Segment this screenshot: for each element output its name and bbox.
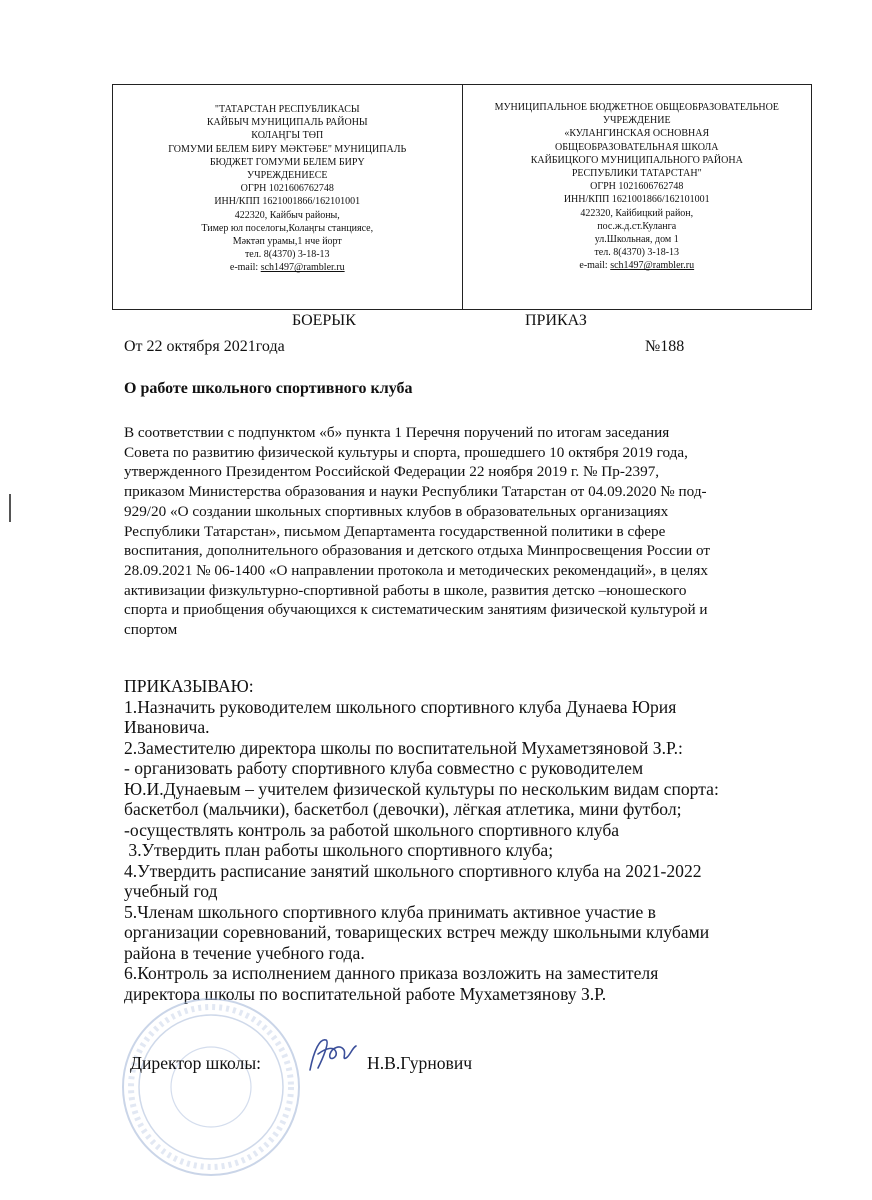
order-items: [124, 676, 804, 1004]
letterhead-line: БЮДЖЕТ ГОМУМИ БЕЛЕМ БИРҮ: [209, 156, 365, 168]
letterhead-russian: [463, 85, 812, 309]
school-stamp: [116, 992, 306, 1182]
letterhead-line: МУНИЦИПАЛЬНОЕ БЮДЖЕТНОЕ ОБЩЕОБРАЗОВАТЕЛЬНОЕ: [494, 102, 779, 113]
letterhead-line: КОЛАҢГЫ ТӨП: [251, 130, 324, 142]
order-line: -осуществлять контроль за работой школьного спортивного клуба: [124, 819, 620, 840]
order-date: От 22 октября 2021года: [124, 338, 285, 355]
letterhead-box: [112, 84, 812, 310]
order-line: 4.Утвердить расписание занятий школьного спортивного клуба на 2021-2022: [124, 860, 702, 881]
preamble-line: Совета по развитию физической культуры и спорта, прошедшего 10 октября 2019 года,: [124, 443, 688, 461]
preamble-line: спортом: [124, 621, 178, 639]
preamble-line: активизации физкультурно-спортивной работы в школе, развития детско –юношеского: [124, 581, 687, 599]
signatory-name: Н.В.Гурнович: [367, 1053, 473, 1073]
letterhead-line: УЧРЕЖДЕНИЕ: [602, 115, 671, 127]
preamble-line: Республики Татарстан», письмом Департамента государственной политики в сфере: [124, 522, 666, 540]
letterhead-line: ОГРН 1021606762748: [240, 183, 334, 195]
signatory-title: Директор школы:: [130, 1053, 262, 1073]
title-russian: ПРИКАЗ: [525, 312, 587, 329]
letterhead-line: РЕСПУБЛИКИ ТАТАРСТАН": [571, 168, 702, 180]
letterhead-line: Мәктәп урамы,1 нче йорт: [232, 236, 342, 248]
letterhead-line: ИНН/КПП 1621001866/162101001: [563, 194, 710, 206]
letterhead-line: пос.ж.д.ст.Куланга: [597, 220, 677, 232]
preamble-line: воспитания, дополнительного образования и детского отдыха Минпросвещения России от: [124, 542, 711, 560]
letterhead-line: ул.Школьная, дом 1: [594, 234, 679, 246]
letterhead-line: УЧРЕЖДЕНИЕСЕ: [247, 170, 328, 182]
order-line: учебный год: [124, 881, 218, 901]
handwritten-signature: [300, 1030, 364, 1080]
preamble-paragraph: [124, 423, 784, 640]
email-link[interactable]: sch1497@rambler.ru: [260, 262, 345, 274]
letterhead-email-row: [119, 261, 456, 274]
email-link[interactable]: sch1497@rambler.ru: [610, 260, 695, 272]
title-tatar: БОЕРЫК: [292, 312, 356, 329]
order-line: Ю.И.Дунаевым – учителем физической культуры по нескольким видам спорта:: [124, 778, 719, 799]
letterhead-line: ИНН/КПП 1621001866/162101001: [214, 196, 361, 208]
order-line: 5.Членам школьного спортивного клуба принимать активное участие в: [124, 901, 656, 922]
preamble-line: утвержденного Президентом Российской Федерации 22 ноября 2019 г. № Пр-2397,: [124, 463, 660, 481]
preamble-line: 28.09.2021 № 06-1400 «О направлении протокола и методических рекомендаций», в целях: [124, 561, 708, 579]
margin-mark: [9, 494, 11, 522]
letterhead-line: тел. 8(4370) 3-18-13: [244, 249, 330, 261]
letterhead-line: ОБЩЕОБРАЗОВАТЕЛЬНАЯ ШКОЛА: [555, 141, 719, 153]
letterhead-line: ГОМУМИ БЕЛЕМ БИРҮ МӘКТӘБЕ" МУНИЦИПАЛЬ: [168, 143, 407, 155]
order-line: баскетбол (мальчики), баскетбол (девочки), лёгкая атлетика, мини футбол;: [124, 799, 682, 819]
letterhead-line: 422320, Кайбицкий район,: [580, 207, 694, 219]
letterhead-line: «КУЛАНГИНСКАЯ ОСНОВНАЯ: [564, 128, 710, 140]
letterhead-line: Тимер юл поселогы,Колаңгы станциясе,: [201, 222, 374, 234]
order-subject: О работе школьного спортивного клуба: [124, 380, 413, 397]
letterhead-line: КАЙБИЦКОГО МУНИЦИПАЛЬНОГО РАЙОНА: [530, 154, 743, 166]
preamble-line: В соответствии с подпунктом «б» пункта 1 Перечня поручений по итогам заседания: [124, 424, 670, 441]
email-label: e-mail:: [229, 262, 259, 274]
letterhead-line: КАЙБЫЧ МУНИЦИПАЛЬ РАЙОНЫ: [206, 117, 368, 129]
letterhead-line: тел. 8(4370) 3-18-13: [594, 247, 680, 259]
preamble-line: спорта и приобщения обучающихся к систематическим занятиям физической культурой и: [124, 601, 708, 619]
order-line: 6.Контроль за исполнением данного приказа возложить на заместителя: [124, 963, 659, 983]
order-heading: ПРИКАЗЫВАЮ:: [124, 676, 254, 696]
letterhead-line: "ТАТАРСТАН РЕСПУБЛИКАСЫ: [214, 104, 360, 115]
order-line: 3.Утвердить план работы школьного спортивного клуба;: [124, 840, 554, 860]
order-line: организации соревнований, товарищеских встреч между школьными клубами: [124, 922, 710, 942]
letterhead-tatar: [113, 85, 463, 309]
order-line: района в течение учебного года.: [124, 942, 365, 963]
letterhead-line: 422320, Кайбыч районы,: [234, 209, 340, 221]
order-line: директора школы по воспитательной работе Мухаметзянову З.Р.: [124, 983, 607, 1004]
letterhead-email-row: [469, 259, 806, 272]
letterhead-line: ОГРН 1021606762748: [590, 181, 684, 193]
order-line: Ивановича.: [124, 717, 210, 737]
order-line: 2.Заместителю директора школы по воспитательной Мухаметзяновой З.Р.:: [124, 737, 683, 758]
preamble-line: 929/20 «О создании школьных спортивных клубов в образовательных организациях: [124, 502, 669, 520]
preamble-line: приказом Министерства образования и науки Республики Татарстан от 04.09.2020 № под-: [124, 483, 707, 501]
order-line: - организовать работу спортивного клуба совместно с руководителем: [124, 758, 644, 778]
order-line: 1.Назначить руководителем школьного спортивного клуба Дунаева Юрия: [124, 696, 677, 717]
order-number: №188: [645, 338, 685, 355]
email-label: e-mail:: [579, 260, 608, 272]
